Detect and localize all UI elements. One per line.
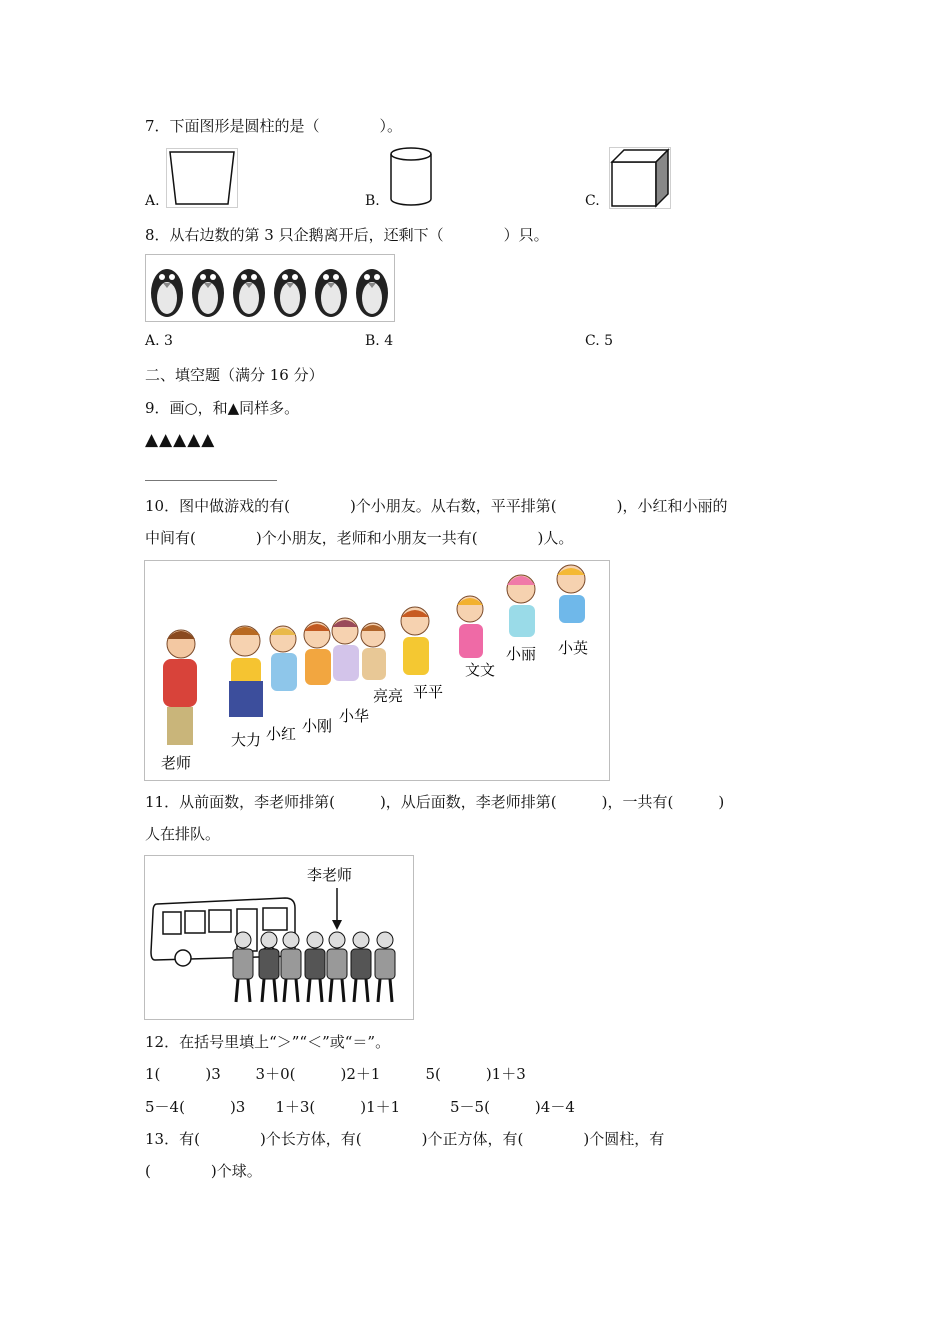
person-figure	[375, 932, 395, 1002]
queue-picture	[144, 855, 414, 1020]
person-figure	[305, 932, 325, 1002]
liangliang-figure	[361, 623, 386, 680]
wenwen-figure	[457, 596, 483, 658]
children-game-picture	[144, 560, 610, 781]
question-11-line-2: 人在排队。	[145, 825, 221, 843]
children-illustration	[145, 561, 609, 780]
arrow-head	[332, 920, 342, 930]
question-13-line-2: ( )个球。	[145, 1162, 262, 1180]
xiaoli-figure	[507, 575, 535, 637]
label-xiaogang: 小刚	[302, 717, 333, 735]
pingping-figure	[401, 607, 429, 675]
cube-figure	[609, 147, 671, 209]
xiaohua-figure	[332, 618, 359, 681]
xiaohong-figure	[270, 626, 297, 691]
question-10-line-1: 10．图中做游戏的有( )个小朋友。从右数，平平排第( )，小红和小丽的	[145, 497, 728, 515]
section-2-heading: 二、填空题（满分 16 分）	[145, 366, 324, 384]
cylinder-figure	[388, 146, 436, 208]
label-liangliang: 亮亮	[373, 687, 404, 705]
person-figure	[259, 932, 279, 1002]
dali-figure	[229, 626, 263, 717]
penguin-row	[146, 255, 394, 321]
label-dali: 大力	[231, 731, 262, 749]
label-xiaohong: 小红	[266, 725, 297, 743]
label-teacher-li: 李老师	[307, 866, 353, 884]
q8-option-c: C. 5	[585, 333, 614, 349]
label-pingping: 平平	[413, 683, 444, 701]
penguin-icon	[233, 269, 265, 317]
penguin-icon	[151, 269, 183, 317]
person-figure	[327, 932, 347, 1002]
question-10-line-2: 中间有( )个小朋友，老师和小朋友一共有( )人。	[145, 529, 574, 547]
queue-illustration	[145, 856, 413, 1019]
question-12-row-1: 1( )3 3＋0( )2＋1 5( )1＋3	[145, 1065, 526, 1083]
person-figure	[281, 932, 301, 1002]
xiaoying-figure	[557, 565, 585, 623]
question-13-line-1: 13．有( )个长方体，有( )个正方体，有( )个圆柱，有	[145, 1130, 665, 1148]
label-xiaoli: 小丽	[506, 645, 537, 663]
label-wenwen: 文文	[465, 661, 496, 679]
penguin-icon	[356, 269, 388, 317]
person-figure	[351, 932, 371, 1002]
label-xiaoying: 小英	[558, 639, 589, 657]
q7-option-b-label: B.	[365, 193, 380, 209]
penguin-icon	[315, 269, 347, 317]
question-11-line-1: 11．从前面数，李老师排第( )，从后面数，李老师排第( )，一共有( )	[145, 793, 725, 811]
trapezoid-figure	[166, 148, 238, 208]
label-teacher: 老师	[161, 754, 192, 772]
q7-option-c-label: C.	[585, 193, 600, 209]
q8-option-b: B. 4	[365, 333, 394, 349]
question-12-text: 12．在括号里填上“＞”“＜”或“＝”。	[145, 1033, 391, 1051]
teacher-figure	[163, 630, 197, 745]
q8-option-a: A. 3	[145, 333, 173, 349]
label-xiaohua: 小华	[339, 707, 370, 725]
question-8-text: 8．从右边数的第 3 只企鹅离开后，还剩下（ ）只。	[145, 226, 549, 244]
penguin-icon	[192, 269, 224, 317]
answer-line	[145, 480, 277, 481]
triangles-row: ▲▲▲▲▲	[145, 430, 216, 450]
question-9-text: 9．画○，和▲同样多。	[145, 399, 300, 417]
penguin-icon	[274, 269, 306, 317]
question-7-text: 7．下面图形是圆柱的是（ ）。	[145, 117, 403, 135]
question-12-row-2: 5－4( )3 1＋3( )1＋1 5－5( )4－4	[145, 1098, 575, 1116]
q7-option-a-label: A.	[145, 193, 160, 209]
xiaogang-figure	[304, 622, 331, 685]
person-figure	[233, 932, 253, 1002]
penguins-picture	[145, 254, 395, 322]
